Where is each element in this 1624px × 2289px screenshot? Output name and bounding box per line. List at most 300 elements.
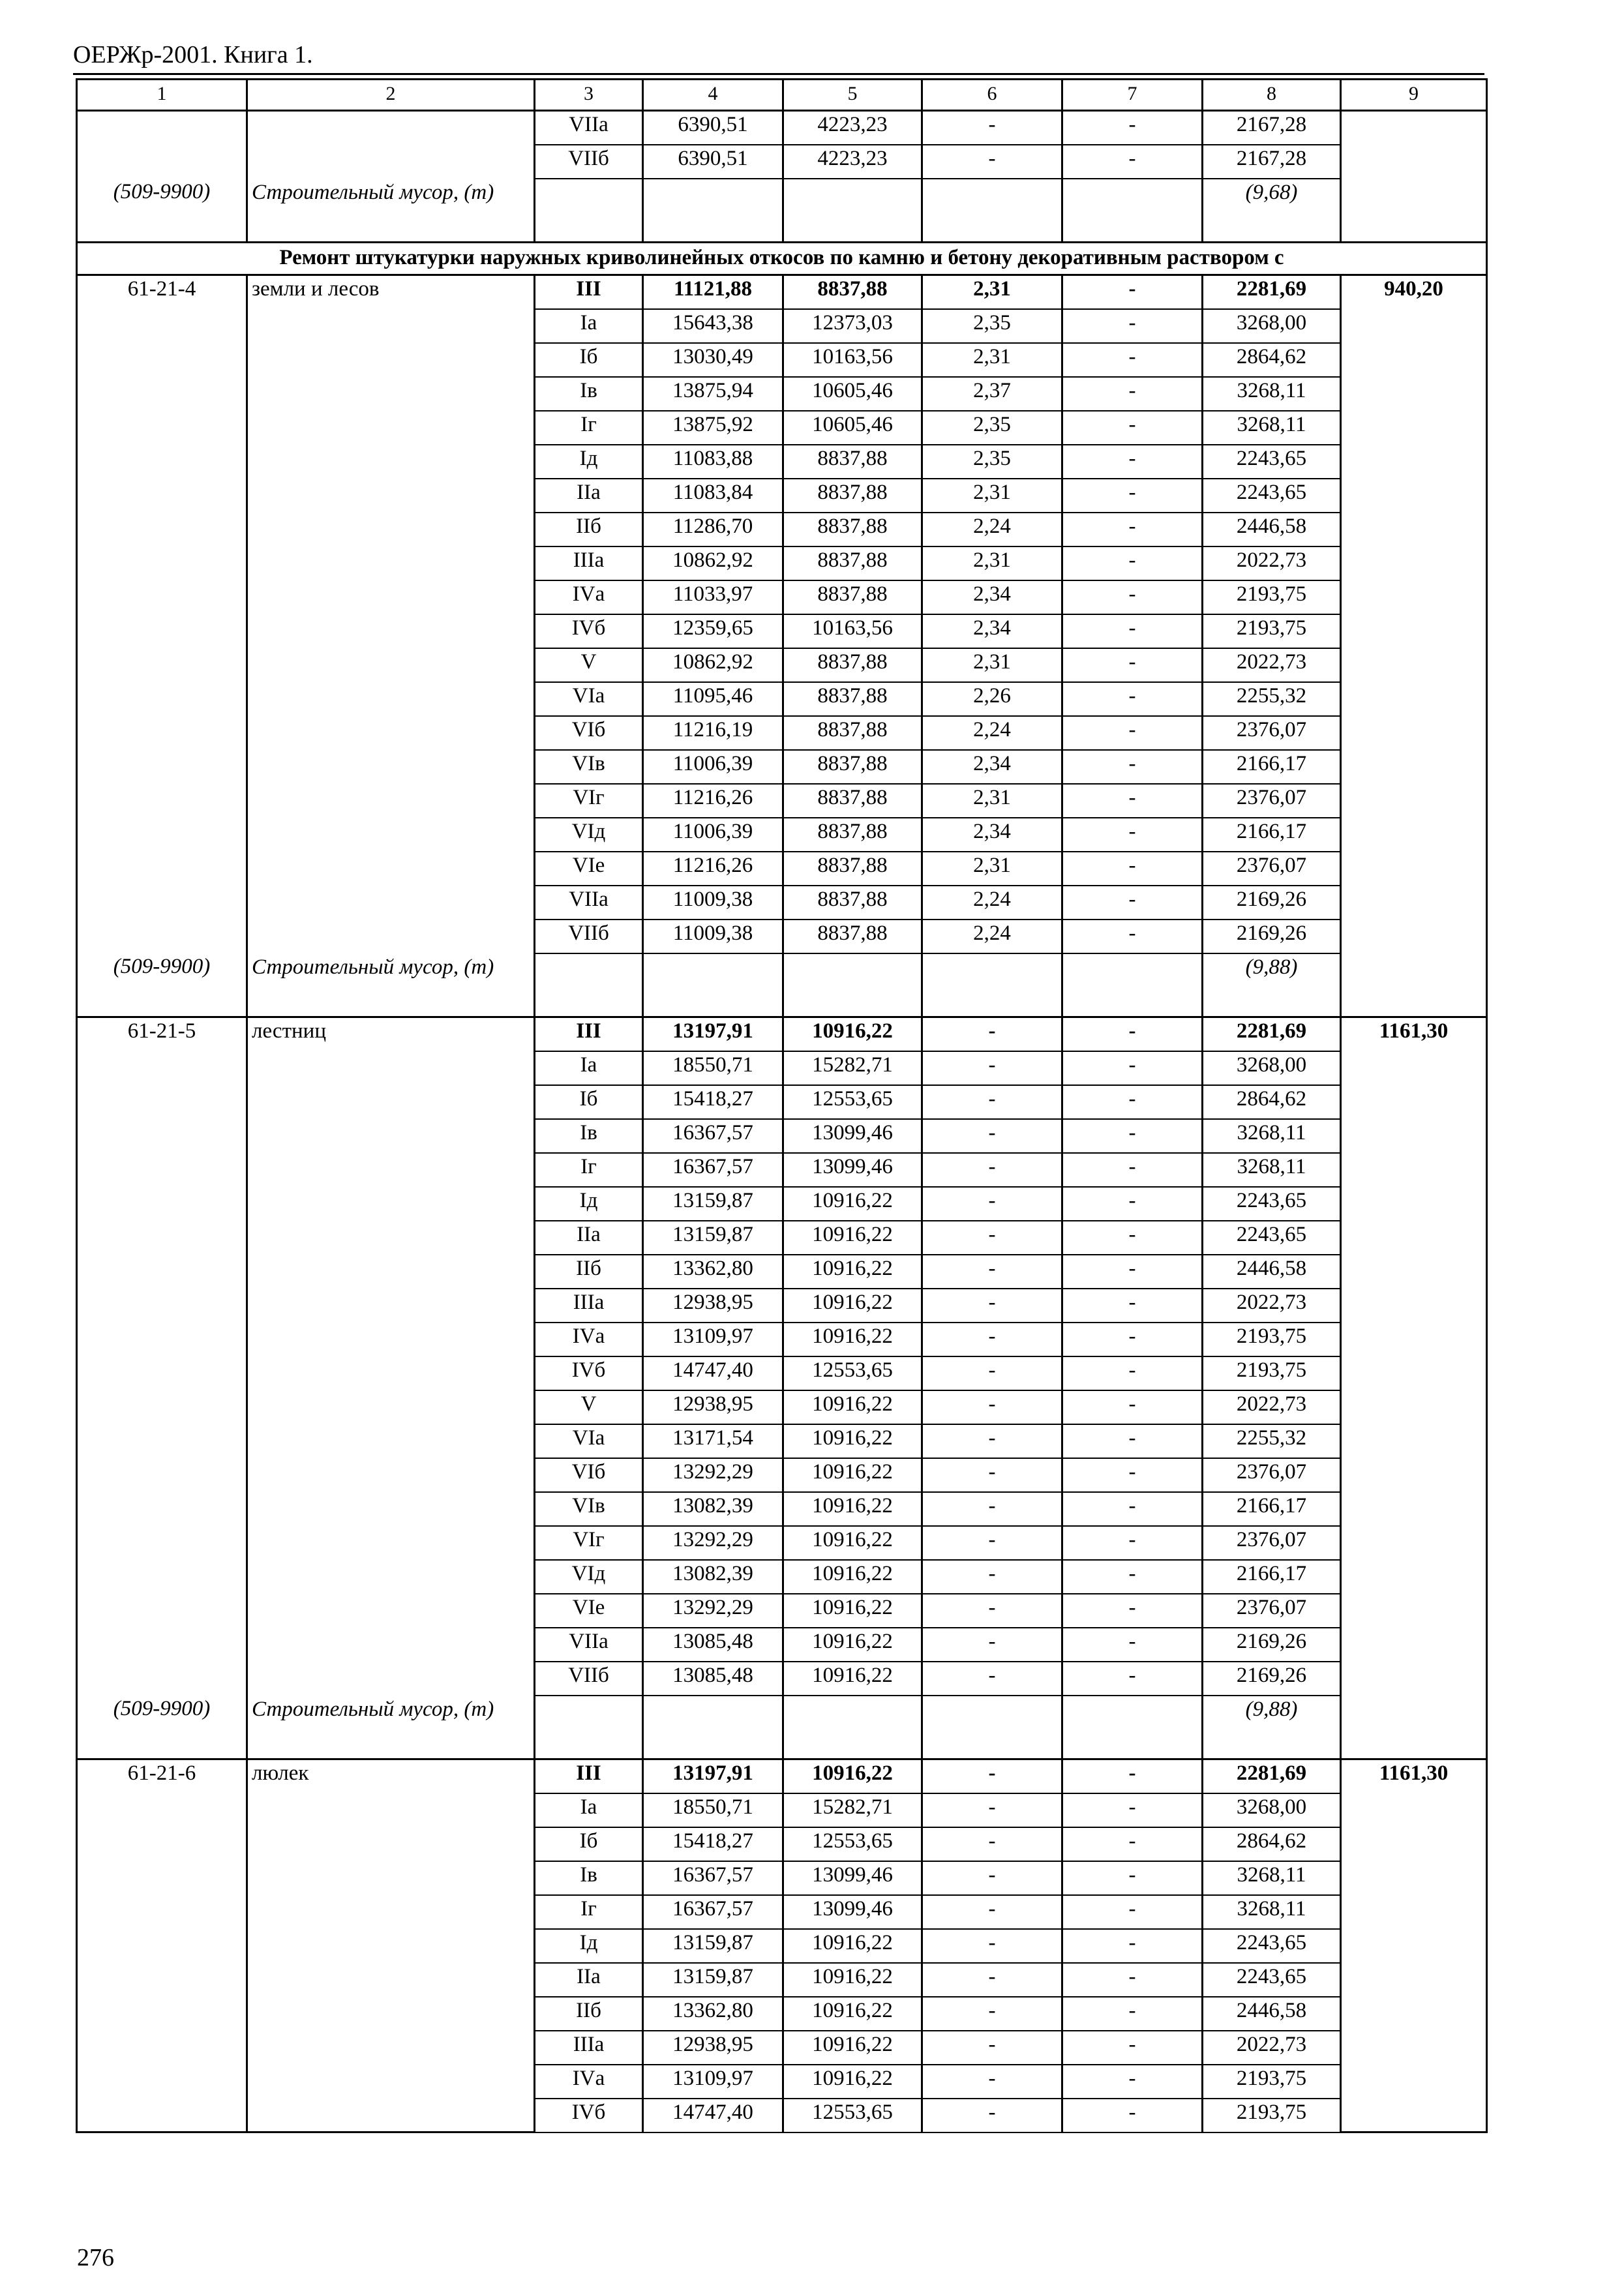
value-cell: - [1062, 479, 1203, 513]
table-row [77, 2031, 1487, 2065]
value-cell: 10916,22 [783, 1492, 922, 1526]
rate-code [77, 1827, 247, 1861]
column-number: 5 [783, 80, 922, 111]
zone-cell: Iб [535, 343, 643, 377]
waste-quantity: (9,88) [1203, 953, 1341, 1017]
column-9-value [1341, 1628, 1487, 1662]
rate-code: 61-21-6 [77, 1759, 247, 1793]
table-row [77, 1895, 1487, 1929]
value-cell: - [922, 1119, 1062, 1153]
value-cell: 6390,51 [643, 111, 783, 145]
table-row [77, 513, 1487, 546]
table-row [77, 1187, 1487, 1221]
empty-cell [643, 1696, 783, 1759]
work-name [247, 682, 535, 716]
work-name [247, 750, 535, 784]
value-cell: 4223,23 [783, 145, 922, 179]
value-cell: 2,24 [922, 716, 1062, 750]
zone-cell: III [535, 1759, 643, 1793]
zone-cell: Iб [535, 1085, 643, 1119]
value-cell: 2022,73 [1203, 648, 1341, 682]
value-cell: 10916,22 [783, 1526, 922, 1560]
zone-cell: V [535, 648, 643, 682]
value-cell: - [922, 1085, 1062, 1119]
rate-code [77, 852, 247, 886]
value-cell: - [922, 1390, 1062, 1424]
zone-cell: VIIб [535, 920, 643, 953]
zone-cell: Iв [535, 1119, 643, 1153]
column-number: 1 [77, 80, 247, 111]
value-cell: - [922, 1662, 1062, 1696]
table-row [77, 1492, 1487, 1526]
table-row [77, 818, 1487, 852]
rate-code: 61-21-4 [77, 275, 247, 309]
value-cell: 2281,69 [1203, 1017, 1341, 1051]
work-name [247, 886, 535, 920]
rate-code [77, 1594, 247, 1628]
work-name [247, 309, 535, 343]
table-row [77, 1017, 1487, 1051]
value-cell: 13362,80 [643, 1255, 783, 1289]
column-numbers-row [77, 80, 1487, 111]
value-cell: 2169,26 [1203, 1628, 1341, 1662]
value-cell: 2193,75 [1203, 614, 1341, 648]
value-cell: 13159,87 [643, 1963, 783, 1997]
column-9-value [1341, 513, 1487, 546]
value-cell: 8837,88 [783, 513, 922, 546]
zone-cell: Iа [535, 1051, 643, 1085]
value-cell: - [1062, 2031, 1203, 2065]
table-row [77, 1963, 1487, 1997]
value-cell: 12553,65 [783, 1085, 922, 1119]
value-cell: 13292,29 [643, 1594, 783, 1628]
column-9-value [1341, 1323, 1487, 1356]
work-name [247, 852, 535, 886]
work-name [247, 546, 535, 580]
value-cell: - [922, 1895, 1062, 1929]
value-cell: - [1062, 1221, 1203, 1255]
rate-code [77, 648, 247, 682]
zone-cell: VIIб [535, 145, 643, 179]
waste-code: (509-9900) [77, 1696, 247, 1759]
column-9-value [1341, 2099, 1487, 2132]
column-9-value [1341, 1119, 1487, 1153]
value-cell: 13109,97 [643, 1323, 783, 1356]
empty-cell [643, 953, 783, 1017]
column-9-value [1341, 1221, 1487, 1255]
empty-cell [643, 179, 783, 243]
work-name [247, 1997, 535, 2031]
value-cell: 2,34 [922, 614, 1062, 648]
zone-cell: VIв [535, 750, 643, 784]
value-cell: 2376,07 [1203, 716, 1341, 750]
value-cell: 10163,56 [783, 343, 922, 377]
value-cell: - [1062, 1119, 1203, 1153]
zone-cell: IIIа [535, 1289, 643, 1323]
table-row [77, 648, 1487, 682]
section-title-row [77, 243, 1487, 275]
work-name [247, 1963, 535, 1997]
column-9-value: 940,20 [1341, 275, 1487, 309]
value-cell: - [1062, 614, 1203, 648]
rate-code [77, 784, 247, 818]
value-cell: 13030,49 [643, 343, 783, 377]
table-row [77, 920, 1487, 953]
work-name [247, 1051, 535, 1085]
value-cell: - [922, 1017, 1062, 1051]
value-cell: 2243,65 [1203, 1929, 1341, 1963]
work-name [247, 445, 535, 479]
value-cell: 2022,73 [1203, 1289, 1341, 1323]
value-cell: - [1062, 1051, 1203, 1085]
column-9-value [1341, 1560, 1487, 1594]
value-cell: 3268,11 [1203, 1861, 1341, 1895]
rate-code [77, 1793, 247, 1827]
empty-cell [1341, 953, 1487, 1017]
value-cell: 10916,22 [783, 1997, 922, 2031]
table-row [77, 1289, 1487, 1323]
table-row [77, 1390, 1487, 1424]
value-cell: 10916,22 [783, 1255, 922, 1289]
value-cell: 13082,39 [643, 1560, 783, 1594]
empty-cell [922, 179, 1062, 243]
column-9-value [1341, 818, 1487, 852]
work-name: люлек [247, 1759, 535, 1793]
zone-cell: VIб [535, 1458, 643, 1492]
table-row [77, 1759, 1487, 1793]
value-cell: 8837,88 [783, 275, 922, 309]
value-cell: 2376,07 [1203, 784, 1341, 818]
value-cell: 2243,65 [1203, 1187, 1341, 1221]
column-9-value [1341, 546, 1487, 580]
value-cell: 11009,38 [643, 886, 783, 920]
value-cell: 2864,62 [1203, 343, 1341, 377]
value-cell: - [922, 1424, 1062, 1458]
table-row [77, 1221, 1487, 1255]
zone-cell: VIг [535, 784, 643, 818]
work-name [247, 1187, 535, 1221]
empty-cell [535, 179, 643, 243]
work-name [247, 1793, 535, 1827]
value-cell: 10916,22 [783, 1628, 922, 1662]
value-cell: 4223,23 [783, 111, 922, 145]
rate-code [77, 1458, 247, 1492]
work-name [247, 716, 535, 750]
column-number: 8 [1203, 80, 1341, 111]
empty-cell [1341, 179, 1487, 243]
page-header: ОЕРЖр-2001. Книга 1. [73, 41, 313, 68]
value-cell: 2,31 [922, 784, 1062, 818]
value-cell: 2,31 [922, 275, 1062, 309]
value-cell: 2,24 [922, 886, 1062, 920]
value-cell: 2,31 [922, 852, 1062, 886]
value-cell: 11006,39 [643, 750, 783, 784]
zone-cell: IVб [535, 614, 643, 648]
value-cell: - [1062, 852, 1203, 886]
value-cell: 13292,29 [643, 1458, 783, 1492]
value-cell: 2243,65 [1203, 1221, 1341, 1255]
work-name [247, 1560, 535, 1594]
work-name [247, 111, 535, 145]
zone-cell: IVа [535, 580, 643, 614]
zone-cell: VIе [535, 1594, 643, 1628]
column-9-value [1341, 852, 1487, 886]
zone-cell: VIIа [535, 111, 643, 145]
rate-code [77, 716, 247, 750]
column-9-value [1341, 1492, 1487, 1526]
rate-code [77, 1356, 247, 1390]
work-name [247, 1221, 535, 1255]
rate-code [77, 1221, 247, 1255]
zone-cell: IIб [535, 513, 643, 546]
value-cell: 8837,88 [783, 580, 922, 614]
value-cell: - [922, 1221, 1062, 1255]
value-cell: 11095,46 [643, 682, 783, 716]
table-row [77, 1323, 1487, 1356]
value-cell: - [1062, 1424, 1203, 1458]
column-9-value [1341, 1963, 1487, 1997]
value-cell: 10916,22 [783, 1390, 922, 1424]
work-name [247, 1085, 535, 1119]
value-cell: - [922, 1492, 1062, 1526]
value-cell: 8837,88 [783, 682, 922, 716]
value-cell: 3268,11 [1203, 1119, 1341, 1153]
value-cell: 11121,88 [643, 275, 783, 309]
table-row [77, 1424, 1487, 1458]
value-cell: 2,34 [922, 580, 1062, 614]
table-row [77, 1560, 1487, 1594]
work-name [247, 920, 535, 953]
waste-code: (509-9900) [77, 953, 247, 1017]
value-cell: - [1062, 1289, 1203, 1323]
table-row [77, 1827, 1487, 1861]
value-cell: 10862,92 [643, 648, 783, 682]
value-cell: - [922, 1594, 1062, 1628]
column-number: 2 [247, 80, 535, 111]
rate-code [77, 145, 247, 179]
table-row [77, 546, 1487, 580]
value-cell: 14747,40 [643, 1356, 783, 1390]
value-cell: - [1062, 1628, 1203, 1662]
value-cell: 16367,57 [643, 1895, 783, 1929]
rates-table [76, 78, 1488, 2133]
zone-cell: IVб [535, 1356, 643, 1390]
value-cell: - [922, 1051, 1062, 1085]
value-cell: 2,26 [922, 682, 1062, 716]
column-9-value [1341, 1827, 1487, 1861]
waste-row [77, 179, 1487, 243]
value-cell: 10916,22 [783, 1662, 922, 1696]
column-9-value [1341, 1085, 1487, 1119]
column-9-value [1341, 1153, 1487, 1187]
table-row [77, 377, 1487, 411]
column-9-value [1341, 1793, 1487, 1827]
value-cell: - [922, 1187, 1062, 1221]
work-name: лестниц [247, 1017, 535, 1051]
value-cell: - [1062, 750, 1203, 784]
work-name [247, 1827, 535, 1861]
work-name: земли и лесов [247, 275, 535, 309]
rate-code [77, 309, 247, 343]
value-cell: 15418,27 [643, 1827, 783, 1861]
work-name [247, 1492, 535, 1526]
work-name [247, 411, 535, 445]
value-cell: 11286,70 [643, 513, 783, 546]
value-cell: 2169,26 [1203, 1662, 1341, 1696]
rate-code [77, 1323, 247, 1356]
value-cell: - [922, 1153, 1062, 1187]
rate-code [77, 377, 247, 411]
zone-cell: VIа [535, 1424, 643, 1458]
zone-cell: VIе [535, 852, 643, 886]
value-cell: - [1062, 1861, 1203, 1895]
value-cell: - [1062, 1085, 1203, 1119]
value-cell: 2193,75 [1203, 1356, 1341, 1390]
value-cell: - [1062, 1255, 1203, 1289]
value-cell: 2281,69 [1203, 1759, 1341, 1793]
value-cell: 12373,03 [783, 309, 922, 343]
value-cell: 2193,75 [1203, 2099, 1341, 2132]
empty-cell [783, 1696, 922, 1759]
rate-code [77, 1390, 247, 1424]
column-9-value [1341, 1526, 1487, 1560]
value-cell: 13099,46 [783, 1153, 922, 1187]
zone-cell: Iд [535, 1187, 643, 1221]
value-cell: - [922, 1560, 1062, 1594]
value-cell: 2,31 [922, 343, 1062, 377]
table-row [77, 1051, 1487, 1085]
work-name [247, 614, 535, 648]
table-row [77, 479, 1487, 513]
value-cell: 13099,46 [783, 1861, 922, 1895]
table-row [77, 1997, 1487, 2031]
zone-cell: Iг [535, 1153, 643, 1187]
column-9-value: 1161,30 [1341, 1017, 1487, 1051]
zone-cell: IIа [535, 1221, 643, 1255]
value-cell: 10916,22 [783, 2031, 922, 2065]
value-cell: - [922, 2031, 1062, 2065]
value-cell: - [1062, 2065, 1203, 2099]
waste-name: Строительный мусор, (т) [247, 1696, 535, 1759]
work-name [247, 1861, 535, 1895]
work-name [247, 1119, 535, 1153]
value-cell: 2,35 [922, 411, 1062, 445]
value-cell: - [1062, 1963, 1203, 1997]
table-row [77, 2099, 1487, 2132]
value-cell: 11009,38 [643, 920, 783, 953]
column-9-value [1341, 682, 1487, 716]
column-9-value [1341, 1458, 1487, 1492]
empty-cell [535, 953, 643, 1017]
value-cell: 2243,65 [1203, 445, 1341, 479]
work-name [247, 1458, 535, 1492]
zone-cell: IIб [535, 1255, 643, 1289]
column-9-value [1341, 580, 1487, 614]
work-name [247, 1594, 535, 1628]
value-cell: - [1062, 1895, 1203, 1929]
column-9-value [1341, 445, 1487, 479]
table-row [77, 1526, 1487, 1560]
column-number: 9 [1341, 80, 1487, 111]
table-row [77, 2065, 1487, 2099]
rate-code [77, 546, 247, 580]
value-cell: 10916,22 [783, 2065, 922, 2099]
value-cell: - [1062, 716, 1203, 750]
zone-cell: VIа [535, 682, 643, 716]
value-cell: 8837,88 [783, 445, 922, 479]
value-cell: 2,34 [922, 750, 1062, 784]
value-cell: 2022,73 [1203, 1390, 1341, 1424]
rate-code [77, 445, 247, 479]
value-cell: 14747,40 [643, 2099, 783, 2132]
empty-cell [1062, 953, 1203, 1017]
value-cell: 10605,46 [783, 411, 922, 445]
value-cell: 2864,62 [1203, 1827, 1341, 1861]
value-cell: 15282,71 [783, 1793, 922, 1827]
waste-quantity: (9,88) [1203, 1696, 1341, 1759]
column-number: 3 [535, 80, 643, 111]
value-cell: 2,31 [922, 648, 1062, 682]
rate-code [77, 1628, 247, 1662]
table-row [77, 750, 1487, 784]
value-cell: 3268,11 [1203, 411, 1341, 445]
value-cell: - [1062, 1356, 1203, 1390]
zone-cell: Iб [535, 1827, 643, 1861]
value-cell: - [1062, 445, 1203, 479]
rate-code [77, 513, 247, 546]
table-row [77, 1085, 1487, 1119]
zone-cell: IIа [535, 479, 643, 513]
table-row [77, 580, 1487, 614]
value-cell: - [1062, 377, 1203, 411]
table-row [77, 1153, 1487, 1187]
value-cell: - [1062, 1390, 1203, 1424]
value-cell: - [922, 1997, 1062, 2031]
value-cell: 16367,57 [643, 1153, 783, 1187]
value-cell: 11216,26 [643, 852, 783, 886]
column-9-value [1341, 1356, 1487, 1390]
value-cell: 12553,65 [783, 2099, 922, 2132]
empty-cell [1062, 179, 1203, 243]
value-cell: 2446,58 [1203, 513, 1341, 546]
column-9-value [1341, 784, 1487, 818]
zone-cell: IIб [535, 1997, 643, 2031]
waste-code: (509-9900) [77, 179, 247, 243]
zone-cell: Iа [535, 309, 643, 343]
empty-cell [535, 1696, 643, 1759]
value-cell: 10916,22 [783, 1560, 922, 1594]
value-cell: - [1062, 1997, 1203, 2031]
value-cell: 11216,26 [643, 784, 783, 818]
zone-cell: III [535, 1017, 643, 1051]
value-cell: 2376,07 [1203, 1458, 1341, 1492]
value-cell: - [1062, 1458, 1203, 1492]
work-name [247, 648, 535, 682]
table-row [77, 852, 1487, 886]
value-cell: 10916,22 [783, 1221, 922, 1255]
rate-code [77, 111, 247, 145]
value-cell: 10916,22 [783, 1289, 922, 1323]
value-cell: 2864,62 [1203, 1085, 1341, 1119]
rate-code [77, 920, 247, 953]
column-9-value [1341, 1390, 1487, 1424]
value-cell: - [1062, 145, 1203, 179]
zone-cell: VIв [535, 1492, 643, 1526]
value-cell: 2446,58 [1203, 1255, 1341, 1289]
work-name [247, 145, 535, 179]
value-cell: - [1062, 920, 1203, 953]
value-cell: 8837,88 [783, 546, 922, 580]
